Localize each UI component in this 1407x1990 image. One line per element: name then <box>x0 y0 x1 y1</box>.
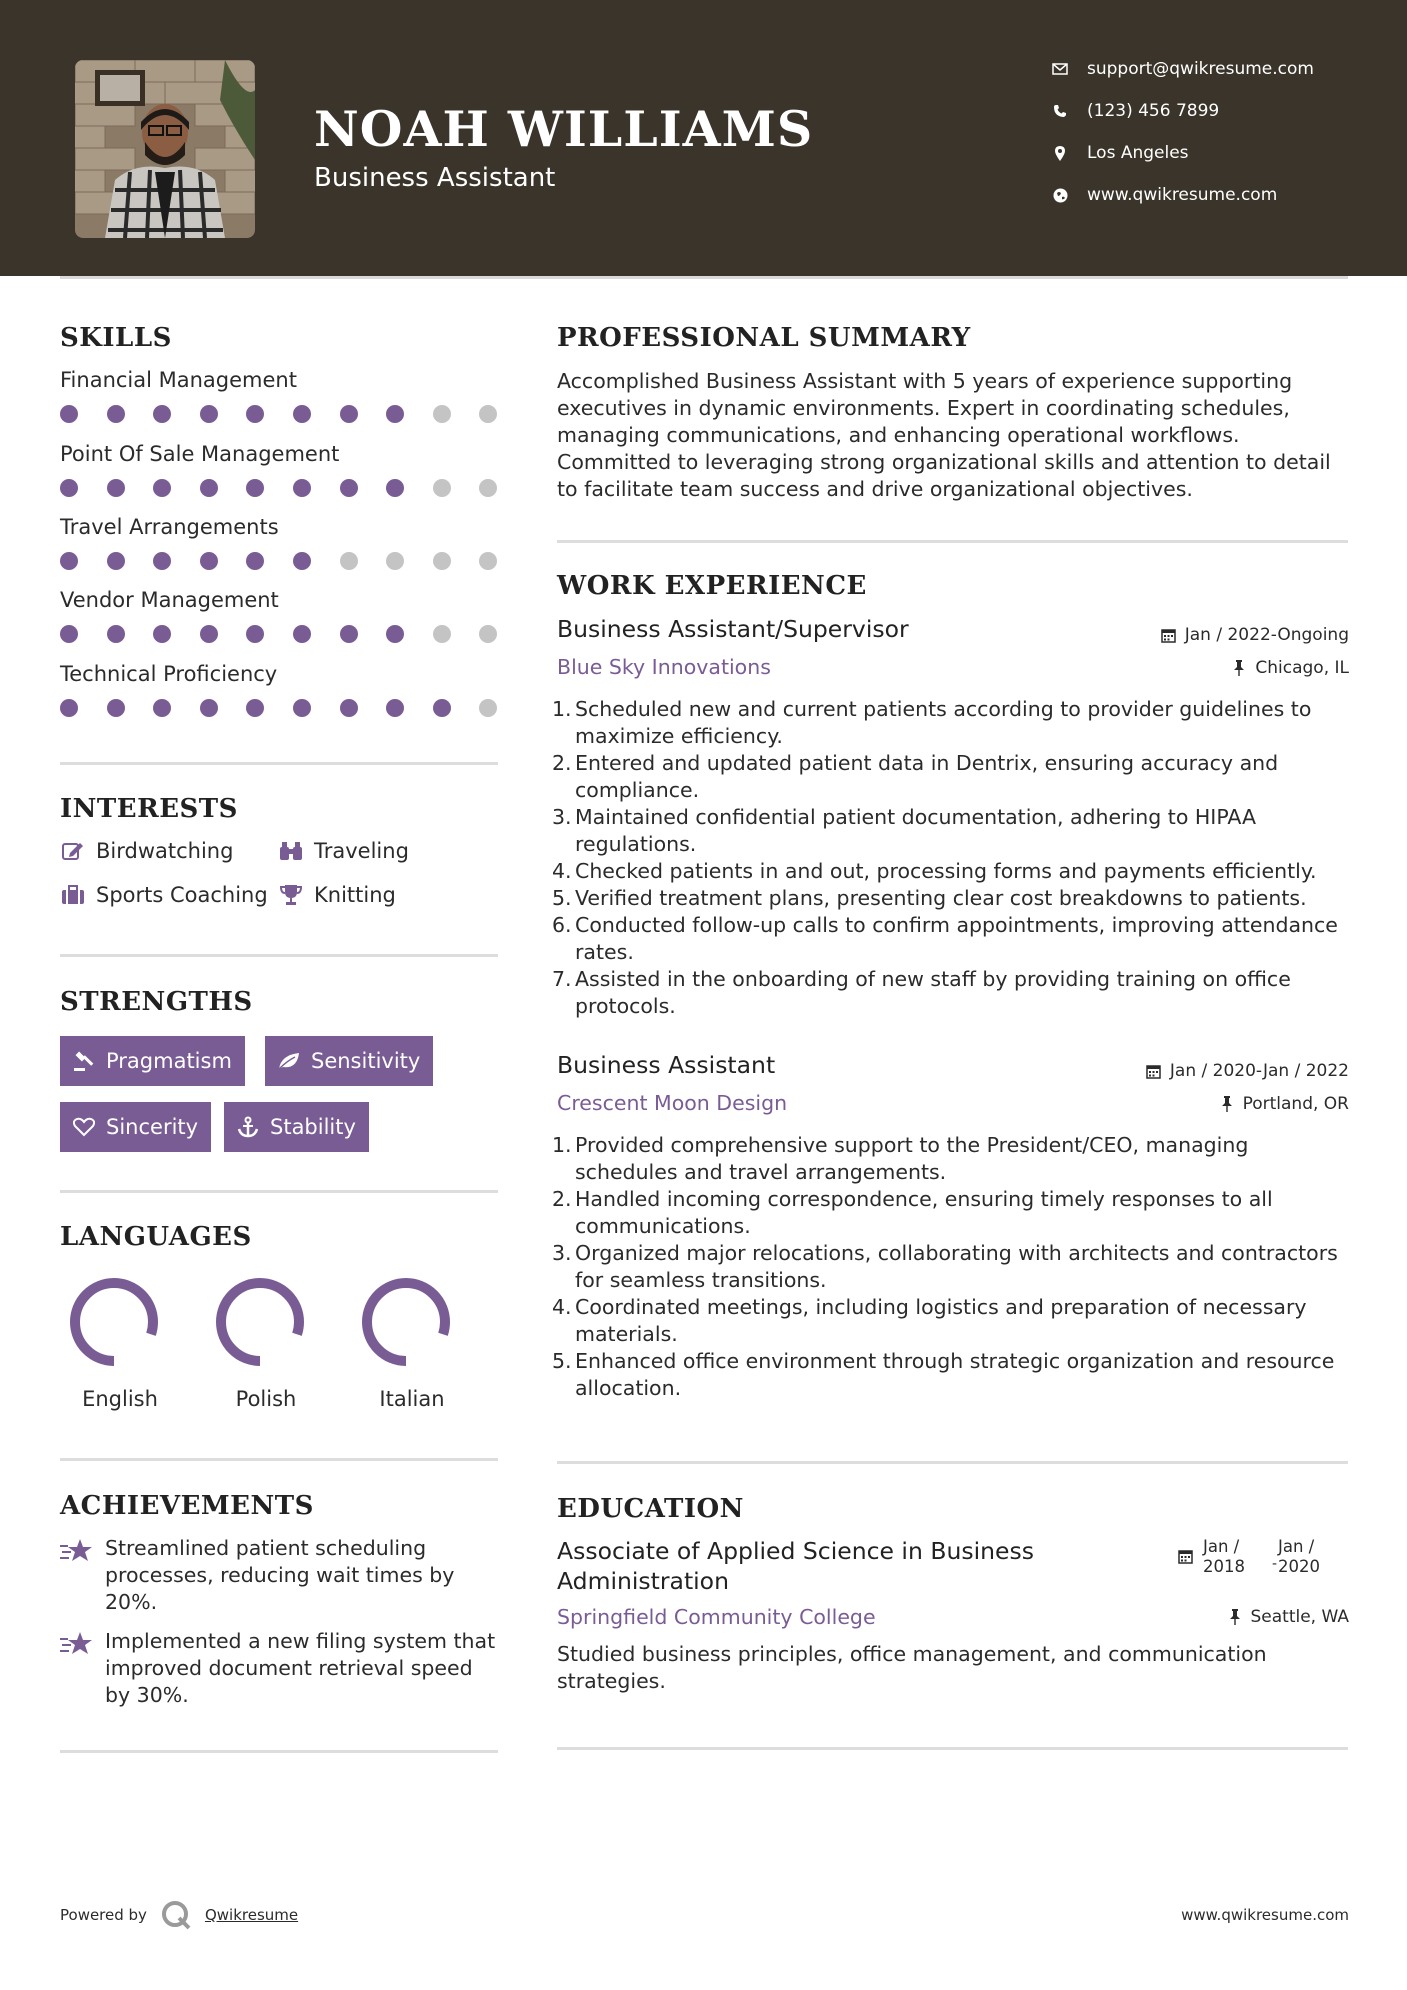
skill-dot-filled <box>386 625 404 643</box>
section-divider <box>60 1750 498 1753</box>
qwikresume-link[interactable]: Qwikresume <box>204 1906 299 1924</box>
contact-phone[interactable] <box>1050 96 1219 126</box>
job-title: Business Assistant/Supervisor <box>557 615 909 643</box>
globe-icon <box>1050 185 1070 205</box>
section-divider <box>60 1458 498 1461</box>
section-divider <box>557 1461 1348 1464</box>
job-dates-text: Jan / 2022-Ongoing <box>1184 625 1349 645</box>
interest-label: Knitting <box>314 883 396 907</box>
skill-dot-filled <box>200 699 218 717</box>
skill-dot-filled <box>60 699 78 717</box>
skill-dot-filled <box>107 699 125 717</box>
languages-heading: LANGUAGES <box>60 1222 252 1252</box>
education-location <box>1227 1607 1350 1627</box>
language-level-arc <box>221 1283 299 1361</box>
language-label: Italian <box>379 1387 445 1411</box>
skills-heading: SKILLS <box>60 323 172 353</box>
skill-dot-empty <box>433 479 451 497</box>
skill-dot-filled <box>200 479 218 497</box>
skill-dot-empty <box>479 699 497 717</box>
skill-dot-filled <box>246 405 264 423</box>
skill-rating <box>60 699 500 717</box>
job-location <box>1231 658 1349 678</box>
skill-name: Travel Arrangements <box>60 515 279 539</box>
strength-chip <box>60 1036 245 1086</box>
achievement-text: Implemented a new filing system that improved document retrieval speed by 30%. <box>105 1629 496 1707</box>
skill-dot-empty <box>479 479 497 497</box>
skill-dot-filled <box>293 479 311 497</box>
skill-dot-filled <box>246 479 264 497</box>
pushpin-icon <box>1219 1096 1235 1112</box>
language-ring <box>66 1274 162 1370</box>
skill-rating <box>60 479 500 497</box>
skill-dot-filled <box>107 625 125 643</box>
education-end-date: Jan / 2020 <box>1278 1537 1320 1576</box>
calendar-icon <box>1146 1063 1162 1079</box>
skill-dot-filled <box>293 699 311 717</box>
contact-email[interactable] <box>1050 54 1314 84</box>
pencil-square-icon <box>60 838 86 864</box>
interest-item <box>60 882 268 908</box>
resume-header <box>0 0 1407 276</box>
skill-dot-filled <box>153 479 171 497</box>
language-ring <box>358 1274 454 1370</box>
skill-dot-empty <box>433 625 451 643</box>
skill-dot-filled <box>200 625 218 643</box>
company-name: Crescent Moon Design <box>557 1091 788 1115</box>
language-label: English <box>82 1387 158 1411</box>
pushpin-icon <box>1231 660 1247 676</box>
skill-dot-filled <box>107 405 125 423</box>
section-divider <box>557 540 1348 543</box>
education-location-text: Seattle, WA <box>1250 1607 1349 1627</box>
strength-chip <box>60 1102 211 1152</box>
powered-by-label: Powered by <box>60 1906 147 1924</box>
briefcase-icon <box>60 882 86 908</box>
job-title: Business Assistant <box>557 1051 776 1079</box>
company-name: Blue Sky Innovations <box>557 655 771 679</box>
strength-chip <box>265 1036 433 1086</box>
skill-dot-filled <box>153 552 171 570</box>
interest-label: Birdwatching <box>96 839 234 863</box>
job-bullet: 2. Handled incoming correspondence, ensuring timely responses to all communications. <box>552 1187 1273 1238</box>
contact-phone-text: (123) 456 7899 <box>1087 101 1220 121</box>
skill-dot-filled <box>246 625 264 643</box>
skill-dot-filled <box>386 699 404 717</box>
profile-photo <box>75 60 255 238</box>
job-dates <box>1146 1061 1349 1081</box>
job-bullet: 1. Provided comprehensive support to the President/CEO, managing schedules and travel arrangements. <box>552 1133 1249 1184</box>
skill-dot-filled <box>340 699 358 717</box>
skill-name: Point Of Sale Management <box>60 442 340 466</box>
skill-dot-filled <box>60 625 78 643</box>
summary-text: Accomplished Business Assistant with 5 years of experience supporting executives in dynamic environments. Expert in coordinating schedules, managing communications, and enhancing operational workflows. Committed to leveraging strong organizational skills and attention to detail to facilitate team success and drive organizational objectives. <box>557 369 1331 501</box>
education-description: Studied business principles, office management, and communication strategies. <box>557 1642 1267 1693</box>
skill-name: Financial Management <box>60 368 297 392</box>
heart-icon <box>72 1115 96 1139</box>
achievements-heading: ACHIEVEMENTS <box>60 1491 314 1521</box>
skill-dot-filled <box>200 552 218 570</box>
date-separator: - <box>1272 1556 1278 1572</box>
skill-dot-filled <box>340 405 358 423</box>
shooting-star-icon <box>60 1537 94 1565</box>
skill-dot-empty <box>433 552 451 570</box>
job-dates <box>1161 625 1349 645</box>
skill-dot-filled <box>153 405 171 423</box>
skill-rating <box>60 625 500 643</box>
job-bullet: 3. Maintained confidential patient documentation, adhering to HIPAA regulations. <box>552 805 1257 856</box>
candidate-name: NOAH WILLIAMS <box>314 100 814 158</box>
contact-email-text: support@qwikresume.com <box>1087 59 1314 79</box>
contact-location-text: Los Angeles <box>1087 143 1189 163</box>
interest-label: Sports Coaching <box>96 883 268 907</box>
language-label: Polish <box>235 1387 297 1411</box>
language-ring <box>212 1274 308 1370</box>
section-divider <box>60 762 498 765</box>
section-divider <box>60 954 498 957</box>
job-bullet: 4. Coordinated meetings, including logistics and preparation of necessary materials. <box>552 1295 1307 1346</box>
skill-dot-empty <box>479 552 497 570</box>
skill-dot-filled <box>433 699 451 717</box>
candidate-title: Business Assistant <box>314 163 556 193</box>
skill-dot-filled <box>60 405 78 423</box>
achievement-text: Streamlined patient scheduling processes, reducing wait times by 20%. <box>105 1536 455 1614</box>
skill-dot-filled <box>200 405 218 423</box>
contact-website-text: www.qwikresume.com <box>1087 185 1278 205</box>
skill-dot-filled <box>107 479 125 497</box>
education-heading: EDUCATION <box>557 1494 744 1524</box>
education-start-date: Jan / 2018 <box>1203 1537 1245 1576</box>
interests-heading: INTERESTS <box>60 794 238 824</box>
skill-dot-filled <box>293 625 311 643</box>
gavel-icon <box>72 1049 96 1073</box>
job-location <box>1219 1094 1349 1114</box>
skill-name: Vendor Management <box>60 588 279 612</box>
pushpin-icon <box>1227 1609 1243 1625</box>
skill-dot-filled <box>60 552 78 570</box>
skill-dot-filled <box>246 552 264 570</box>
skill-dot-filled <box>246 699 264 717</box>
skill-dot-empty <box>386 552 404 570</box>
leaf-icon <box>277 1049 301 1073</box>
skill-dot-empty <box>479 625 497 643</box>
footer-website[interactable]: www.qwikresume.com <box>1181 1906 1349 1924</box>
skill-dot-filled <box>293 405 311 423</box>
anchor-icon <box>236 1115 260 1139</box>
skill-dot-filled <box>107 552 125 570</box>
strength-label: Pragmatism <box>106 1049 232 1073</box>
skill-name: Technical Proficiency <box>60 662 278 686</box>
envelope-icon <box>1050 59 1070 79</box>
strength-chip <box>224 1102 369 1152</box>
interest-item <box>278 882 396 908</box>
job-bullets <box>552 1132 1352 1402</box>
school-name: Springfield Community College <box>557 1605 876 1629</box>
skill-rating <box>60 552 500 570</box>
skill-dot-filled <box>153 699 171 717</box>
phone-icon <box>1050 101 1070 121</box>
binoculars-icon <box>278 838 304 864</box>
job-bullets <box>552 696 1352 1020</box>
calendar-icon <box>1178 1549 1193 1569</box>
skill-dot-filled <box>340 625 358 643</box>
skill-dot-filled <box>340 479 358 497</box>
job-location-text: Chicago, IL <box>1255 658 1349 678</box>
language-level-arc <box>367 1283 445 1361</box>
job-dates-text: Jan / 2020-Jan / 2022 <box>1169 1061 1349 1081</box>
job-bullet: 5. Verified treatment plans, presenting clear cost breakdowns to patients. <box>552 886 1307 910</box>
job-bullet: 4. Checked patients in and out, processing forms and payments efficiently. <box>552 859 1317 883</box>
job-bullet: 3. Organized major relocations, collaborating with architects and contractors for seamless transitions. <box>552 1241 1338 1292</box>
job-bullet: 1. Scheduled new and current patients according to provider guidelines to maximize efficiency. <box>552 697 1312 748</box>
summary-heading: PROFESSIONAL SUMMARY <box>557 323 971 353</box>
job-bullet: 5. Enhanced office environment through strategic organization and resource allocation. <box>552 1349 1335 1400</box>
interest-item <box>60 838 233 864</box>
interest-item <box>278 838 409 864</box>
skill-dot-filled <box>60 479 78 497</box>
job-bullet: 2. Entered and updated patient data in Dentrix, ensuring accuracy and compliance. <box>552 751 1279 802</box>
strength-label: Sensitivity <box>311 1049 421 1073</box>
education-dates <box>1178 1537 1348 1581</box>
trophy-icon <box>278 882 304 908</box>
experience-heading: WORK EXPERIENCE <box>557 571 867 601</box>
skill-dot-empty <box>479 405 497 423</box>
skill-rating <box>60 405 500 423</box>
section-divider <box>557 1747 1348 1750</box>
language-level-arc <box>75 1283 153 1361</box>
strength-label: Sincerity <box>106 1115 199 1139</box>
qwikresume-logo-icon <box>161 1900 193 1930</box>
strength-label: Stability <box>270 1115 356 1139</box>
interest-label: Traveling <box>314 839 409 863</box>
degree-title: Associate of Applied Science in Business Administration <box>557 1537 1034 1595</box>
shooting-star-icon <box>60 1630 94 1658</box>
skill-dot-filled <box>153 625 171 643</box>
map-marker-icon <box>1050 143 1070 163</box>
skill-dot-filled <box>386 405 404 423</box>
job-bullet: 7. Assisted in the onboarding of new staff by providing training on office protocols. <box>552 967 1291 1018</box>
skill-dot-filled <box>293 552 311 570</box>
contact-website[interactable] <box>1050 180 1277 210</box>
strengths-heading: STRENGTHS <box>60 987 253 1017</box>
job-location-text: Portland, OR <box>1242 1094 1349 1114</box>
header-divider <box>60 276 1348 279</box>
skill-dot-filled <box>386 479 404 497</box>
skill-dot-empty <box>340 552 358 570</box>
skill-dot-empty <box>433 405 451 423</box>
section-divider <box>60 1190 498 1193</box>
job-bullet: 6. Conducted follow-up calls to confirm appointments, improving attendance rates. <box>552 913 1338 964</box>
calendar-icon <box>1161 627 1177 643</box>
contact-location <box>1050 138 1189 168</box>
footer-powered-by <box>60 1900 298 1930</box>
